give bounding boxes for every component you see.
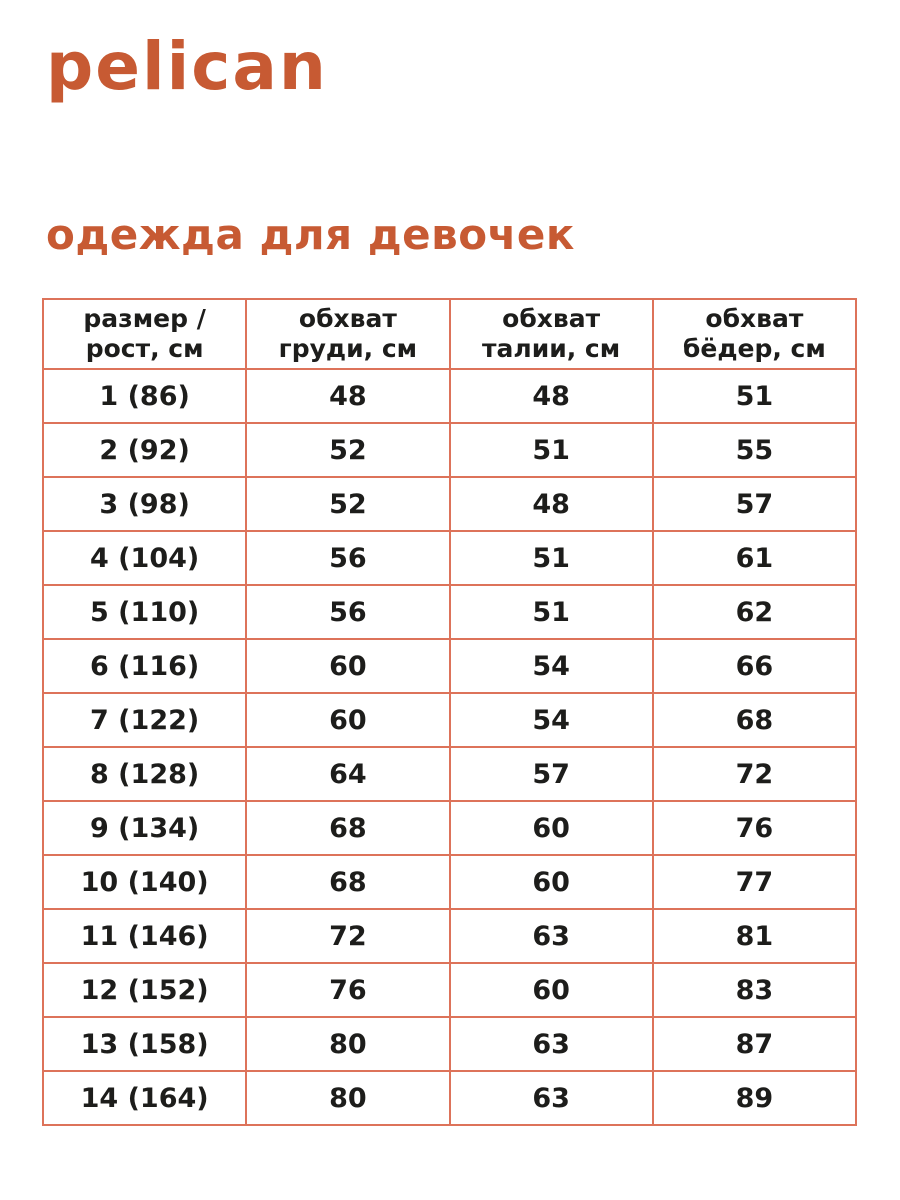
size-cell: 13 (158): [43, 1017, 246, 1071]
chest-cell: 80: [246, 1071, 449, 1125]
header-hips: [653, 299, 856, 369]
hips-cell: 83: [653, 963, 856, 1017]
header-waist-line1: обхват: [502, 304, 601, 333]
hips-cell: 51: [653, 369, 856, 423]
hips-cell: 87: [653, 1017, 856, 1071]
waist-cell: 60: [450, 963, 653, 1017]
header-chest-line2: груди, см: [278, 334, 418, 363]
hips-cell: 68: [653, 693, 856, 747]
table-row: [43, 639, 856, 693]
waist-cell: 63: [450, 909, 653, 963]
chest-cell: 52: [246, 477, 449, 531]
hips-cell: 76: [653, 801, 856, 855]
table-row: [43, 369, 856, 423]
size-cell: 7 (122): [43, 693, 246, 747]
header-size-height-line1: размер /: [83, 304, 206, 333]
hips-cell: 72: [653, 747, 856, 801]
chest-cell: 76: [246, 963, 449, 1017]
header-waist: [450, 299, 653, 369]
table-row: [43, 963, 856, 1017]
waist-cell: 54: [450, 693, 653, 747]
page-title: одежда для девочек: [46, 210, 575, 259]
chest-cell: 64: [246, 747, 449, 801]
chest-cell: 56: [246, 585, 449, 639]
chest-cell: 48: [246, 369, 449, 423]
header-chest: [246, 299, 449, 369]
waist-cell: 51: [450, 531, 653, 585]
chest-cell: 60: [246, 639, 449, 693]
size-cell: 2 (92): [43, 423, 246, 477]
chest-cell: 68: [246, 801, 449, 855]
size-table-header: [43, 299, 856, 369]
chest-cell: 52: [246, 423, 449, 477]
size-cell: 3 (98): [43, 477, 246, 531]
header-row: [43, 299, 856, 369]
waist-cell: 48: [450, 369, 653, 423]
table-row: [43, 585, 856, 639]
table-row: [43, 1017, 856, 1071]
header-size-height-line2: рост, см: [85, 334, 204, 363]
size-cell: 9 (134): [43, 801, 246, 855]
size-cell: 5 (110): [43, 585, 246, 639]
chest-cell: 80: [246, 1017, 449, 1071]
table-row: [43, 801, 856, 855]
waist-cell: 57: [450, 747, 653, 801]
table-row: [43, 747, 856, 801]
size-cell: 4 (104): [43, 531, 246, 585]
hips-cell: 66: [653, 639, 856, 693]
size-table: [42, 298, 857, 1126]
table-row: [43, 531, 856, 585]
header-chest-line1: обхват: [298, 304, 397, 333]
header-hips-line2: бёдер, см: [682, 334, 826, 363]
table-row: [43, 423, 856, 477]
table-row: [43, 909, 856, 963]
hips-cell: 89: [653, 1071, 856, 1125]
chest-cell: 68: [246, 855, 449, 909]
table-row: [43, 1071, 856, 1125]
chest-cell: 60: [246, 693, 449, 747]
hips-cell: 57: [653, 477, 856, 531]
chest-cell: 56: [246, 531, 449, 585]
waist-cell: 60: [450, 801, 653, 855]
hips-cell: 81: [653, 909, 856, 963]
size-cell: 1 (86): [43, 369, 246, 423]
table-row: [43, 693, 856, 747]
waist-cell: 51: [450, 585, 653, 639]
table-row: [43, 855, 856, 909]
hips-cell: 61: [653, 531, 856, 585]
size-cell: 12 (152): [43, 963, 246, 1017]
size-table-body: [43, 369, 856, 1125]
waist-cell: 51: [450, 423, 653, 477]
chest-cell: 72: [246, 909, 449, 963]
waist-cell: 48: [450, 477, 653, 531]
size-cell: 10 (140): [43, 855, 246, 909]
brand-logo: pelican: [46, 28, 328, 105]
hips-cell: 62: [653, 585, 856, 639]
table-row: [43, 477, 856, 531]
size-cell: 11 (146): [43, 909, 246, 963]
waist-cell: 63: [450, 1017, 653, 1071]
hips-cell: 55: [653, 423, 856, 477]
size-cell: 6 (116): [43, 639, 246, 693]
header-hips-line1: обхват: [705, 304, 804, 333]
waist-cell: 63: [450, 1071, 653, 1125]
size-cell: 14 (164): [43, 1071, 246, 1125]
size-cell: 8 (128): [43, 747, 246, 801]
waist-cell: 54: [450, 639, 653, 693]
header-waist-line2: талии, см: [482, 334, 621, 363]
hips-cell: 77: [653, 855, 856, 909]
header-size-height: [43, 299, 246, 369]
waist-cell: 60: [450, 855, 653, 909]
